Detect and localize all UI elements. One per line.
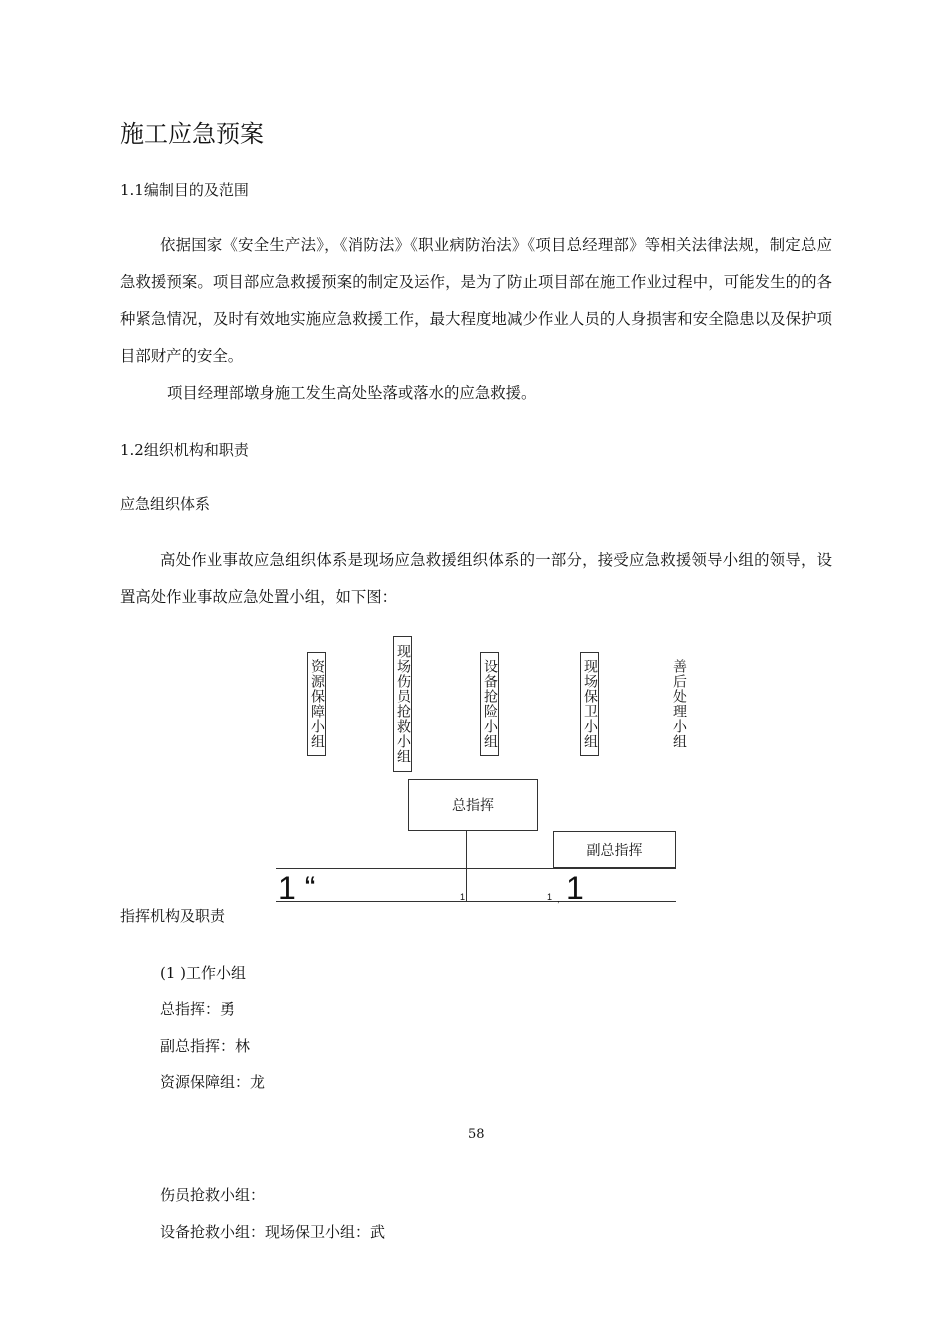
chart-line-upper bbox=[276, 868, 676, 869]
group-box-rescue: 现场伤员抢救小组 bbox=[393, 636, 412, 772]
chart-artifact-small-a: 1 bbox=[460, 892, 466, 902]
deputy-commander-label: 副总指挥 bbox=[586, 842, 643, 859]
rescue-group-entry: 伤员抢救小组： bbox=[160, 1186, 266, 1204]
chart-artifact-small-b: 1 bbox=[547, 892, 553, 902]
paragraph-purpose: 依据国家《安全生产法》，《消防法》《职业病防治法》《项目总经理部》等相关法律法规，制定总应急救援预案。项目部应急救援预案的制定及运作，是为了防止项目部在施工作业过程中，可能发生的的各种紧急情况，及时有效地实施应急救援工作，最大程度地减少作业人员的人身损害和安全隐患以及保护项目部财产的安全。 bbox=[120, 236, 832, 365]
chief-commander-entry: 总指挥：勇 bbox=[160, 1000, 236, 1018]
page-title: 施工应急预案 bbox=[120, 120, 264, 148]
deputy-commander-entry: 副总指挥：林 bbox=[160, 1037, 251, 1055]
chart-connector-vertical bbox=[466, 831, 467, 902]
paragraph-emergency-system: 高处作业事故应急组织体系是现场应急救援组织体系的一部分，接受应急救援领导小组的领导，设置高处作业事故应急处置小组，如下图： bbox=[120, 551, 832, 606]
group-box-security: 现场保卫小组 bbox=[580, 652, 599, 756]
section-heading-organization: 1.2组织机构和职责 bbox=[120, 441, 249, 459]
deputy-commander-box bbox=[553, 831, 676, 868]
chart-artifact-left: 1 “ bbox=[278, 870, 316, 906]
chart-line-lower bbox=[276, 901, 676, 902]
chart-artifact-small-c: , bbox=[557, 894, 560, 904]
section-heading-purpose: 1.1编制目的及范围 bbox=[120, 181, 249, 199]
equipment-security-group-entry: 设备抢救小组：现场保卫小组：武 bbox=[160, 1223, 386, 1241]
group-box-resource: 资源保障小组 bbox=[307, 652, 326, 756]
group-label-aftermath: 善后处理小组 bbox=[671, 659, 687, 749]
work-group-heading: (1 )工作小组 bbox=[160, 964, 247, 982]
page-number: 58 bbox=[468, 1127, 485, 1142]
paragraph-scope: 项目经理部墩身施工发生高处坠落或落水的应急救援。 bbox=[167, 384, 537, 402]
chief-commander-label: 总指挥 bbox=[452, 798, 494, 814]
subheading-command: 指挥机构及职责 bbox=[120, 907, 226, 925]
chart-artifact-right: 1 bbox=[566, 870, 584, 906]
group-box-equipment: 设备抢险小组 bbox=[480, 652, 499, 756]
chief-commander-box bbox=[408, 779, 538, 831]
subheading-emergency-system: 应急组织体系 bbox=[120, 495, 211, 513]
resource-group-entry: 资源保障组：龙 bbox=[160, 1073, 266, 1091]
